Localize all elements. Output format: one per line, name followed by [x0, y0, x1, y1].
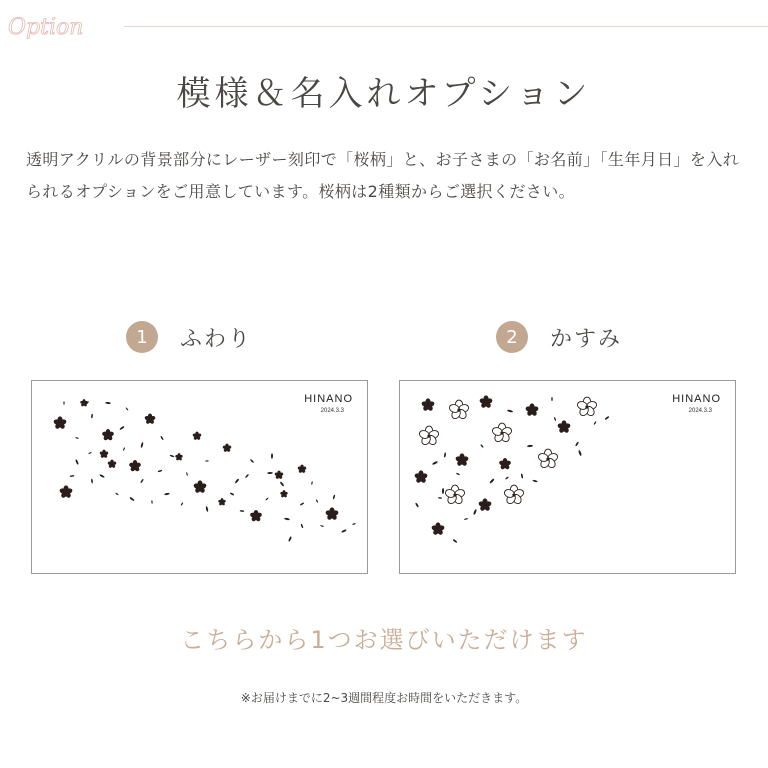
sakura-icon — [576, 397, 597, 417]
sakura-icon — [175, 453, 183, 461]
petal-icon — [575, 441, 579, 446]
petal-icon — [75, 437, 79, 439]
sakura-icon — [250, 510, 263, 522]
option-2-card-name: HINANO — [672, 393, 721, 405]
petal-icon — [119, 426, 125, 431]
intro-text: 透明アクリルの背景部分にレーザー刻印で「桜柄」と、お子さまの「お名前」「生年月日」を入れられるオプションをご用意しています。桜柄は2種類からご選択ください。 — [26, 150, 740, 201]
petal-icon — [125, 407, 128, 411]
petal-icon — [604, 416, 609, 420]
petal-icon — [151, 500, 153, 504]
petal-icon — [245, 474, 249, 479]
sakura-icon — [297, 465, 306, 474]
petal-icon — [91, 414, 93, 419]
petal-icon — [91, 479, 93, 484]
sakura-icon — [59, 485, 73, 498]
sakura-icon — [274, 471, 283, 480]
option-2-number-badge: 2 — [496, 321, 528, 353]
page-title: 模様＆名入れオプション — [176, 74, 592, 114]
petal-icon — [99, 474, 105, 478]
petal-icon — [105, 402, 111, 404]
delivery-note: ※お届けまでに2~3週間程度お時間をいただきます。 — [240, 691, 528, 705]
option-script-logo — [6, 8, 116, 42]
petal-icon — [186, 472, 188, 476]
sakura-icon — [192, 432, 201, 441]
petal-icon — [300, 502, 305, 506]
petal-icon — [480, 444, 484, 448]
petal-icon — [316, 499, 319, 503]
sakura-icon — [525, 403, 539, 416]
petal-icon — [160, 436, 164, 441]
kasumi-sakura-pattern — [400, 381, 737, 575]
petal-icon — [507, 409, 513, 413]
petal-icon — [164, 493, 170, 496]
petal-icon — [140, 479, 144, 484]
sakura-icon — [102, 429, 115, 441]
sakura-icon — [503, 485, 524, 505]
petal-icon — [473, 509, 477, 515]
option-2-name: かすみ — [550, 326, 623, 352]
sakura-icon — [193, 480, 207, 493]
sakura-icon — [325, 507, 339, 520]
petal-icon — [123, 447, 126, 451]
sakura-icon — [129, 460, 142, 472]
petal-icon — [452, 539, 457, 543]
sakura-icon — [537, 449, 558, 469]
option-1-number-badge: 1 — [126, 321, 158, 353]
petal-icon — [489, 478, 495, 484]
option-2-card[interactable] — [399, 380, 736, 574]
option-1-card-date: 2024.3.3 — [320, 408, 344, 414]
petal-icon — [284, 517, 290, 520]
petal-icon — [320, 525, 324, 527]
petal-icon — [158, 469, 163, 472]
sakura-icon — [557, 420, 571, 433]
petal-icon — [129, 497, 135, 502]
petal-icon — [300, 524, 303, 529]
sakura-icon — [414, 470, 428, 483]
sakura-icon — [418, 426, 439, 446]
fuwari-sakura-pattern — [32, 381, 369, 575]
option-2-card-date: 2024.3.3 — [688, 408, 712, 414]
sakura-icon — [478, 498, 492, 511]
petal-icon — [415, 502, 419, 507]
sakura-icon — [491, 423, 512, 443]
option-2-label — [496, 320, 622, 354]
header-divider — [124, 26, 768, 27]
sakura-icon — [144, 414, 156, 425]
choose-one-text: こちらから1つお選びいただけます — [180, 626, 588, 654]
petal-icon — [115, 492, 119, 495]
petal-icon — [63, 401, 64, 405]
petal-icon — [230, 492, 235, 496]
sakura-icon — [280, 490, 288, 498]
sakura-icon — [421, 398, 435, 411]
petal-icon — [578, 450, 582, 456]
sakura-icon — [431, 522, 445, 535]
section-script-heading — [6, 8, 116, 42]
sakura-icon — [455, 453, 469, 466]
petal-icon — [240, 510, 245, 512]
petal-icon — [250, 459, 254, 463]
sakura-icon — [499, 458, 512, 470]
petal-icon — [70, 475, 75, 477]
petal-icon — [438, 497, 442, 499]
option-1-label — [126, 320, 252, 354]
petal-icon — [593, 421, 596, 425]
sakura-icon — [107, 460, 116, 469]
sakura-icon — [479, 395, 493, 408]
petal-icon — [532, 479, 537, 482]
option-1-name: ふわり — [180, 326, 253, 352]
petal-icon — [265, 497, 269, 500]
petal-icon — [288, 536, 292, 542]
petal-icon — [432, 461, 438, 466]
petal-icon — [234, 478, 239, 484]
petal-icon — [140, 442, 143, 448]
petal-icon — [551, 397, 552, 401]
svg-text:Option: Option — [8, 15, 84, 40]
petal-icon — [444, 452, 447, 457]
petal-icon — [280, 481, 285, 487]
option-1-card-name: HINANO — [304, 393, 353, 405]
petal-icon — [505, 476, 509, 479]
sakura-icon — [222, 444, 231, 453]
petal-icon — [75, 459, 79, 465]
petal-icon — [271, 453, 273, 459]
petal-icon — [311, 481, 313, 485]
sakura-icon — [218, 498, 226, 506]
petal-icon — [352, 523, 356, 525]
petal-icon — [521, 473, 524, 478]
petal-icon — [442, 488, 444, 494]
sakura-icon — [444, 485, 465, 505]
sakura-icon — [448, 400, 469, 420]
petal-icon — [88, 452, 92, 455]
sakura-icon — [99, 450, 108, 459]
petal-icon — [205, 460, 209, 461]
petal-icon — [180, 502, 183, 506]
petal-icon — [341, 529, 347, 533]
option-1-card[interactable] — [31, 380, 368, 574]
petal-icon — [527, 445, 533, 448]
petal-icon — [267, 472, 273, 474]
petal-icon — [456, 472, 460, 475]
petal-icon — [333, 495, 336, 500]
petal-icon — [554, 417, 557, 421]
sakura-icon — [53, 416, 67, 429]
petal-icon — [170, 454, 175, 457]
petal-icon — [464, 518, 468, 520]
petal-icon — [205, 506, 208, 512]
